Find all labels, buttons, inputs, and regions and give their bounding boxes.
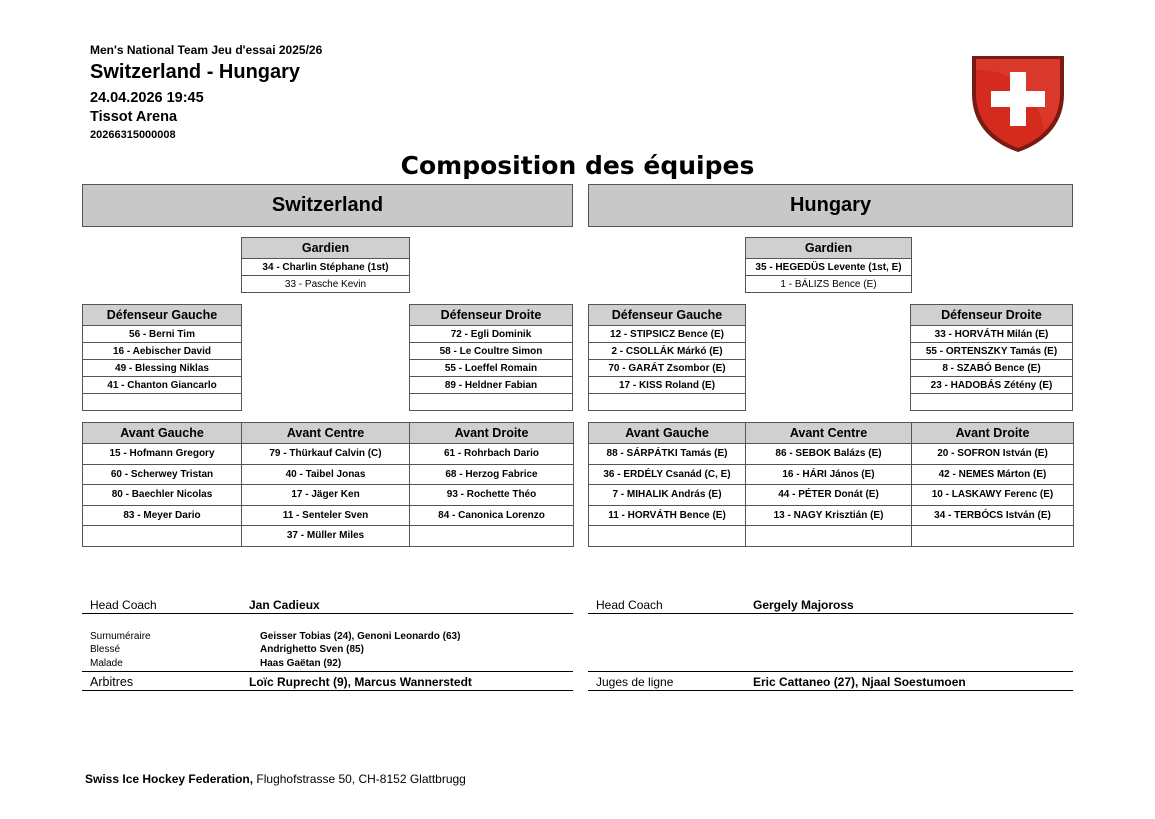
goalie-header: Gardien (746, 238, 912, 259)
player-cell: 56 - Berni Tim (83, 326, 242, 343)
fwd-right-header: Avant Droite (912, 423, 1074, 444)
footer-org: Swiss Ice Hockey Federation, (85, 772, 254, 786)
player-cell: 55 - Loeffel Romain (410, 360, 573, 377)
home-goalie-table (241, 237, 410, 293)
player-cell: 15 - Hofmann Gregory (83, 444, 242, 465)
player-cell: 93 - Rochette Théo (410, 485, 574, 506)
away-forwards-table (588, 422, 1074, 547)
player-cell: 88 - SÁRPÁTKI Tamás (E) (589, 444, 746, 465)
player-cell: 16 - HÁRI János (E) (746, 464, 912, 485)
away-goalie-table (745, 237, 912, 293)
player-cell: 41 - Chanton Giancarlo (83, 377, 242, 394)
swiss-crest-icon (968, 50, 1068, 154)
away-head-coach-label: Head Coach (596, 598, 663, 612)
player-cell (589, 526, 746, 547)
player-cell: 80 - Baechler Nicolas (83, 485, 242, 506)
def-right-header: Défenseur Droite (410, 305, 573, 326)
def-left-header: Défenseur Gauche (83, 305, 242, 326)
player-cell (83, 526, 242, 547)
fwd-left-header: Avant Gauche (83, 423, 242, 444)
player-cell: 34 - TERBÓCS István (E) (912, 505, 1074, 526)
away-def-left-table (588, 304, 746, 411)
player-cell: 86 - SEBOK Balázs (E) (746, 444, 912, 465)
player-cell: 68 - Herzog Fabrice (410, 464, 574, 485)
goalie-cell: 33 - Pasche Kevin (242, 276, 410, 293)
divider (82, 613, 573, 614)
injured-value: Andrighetto Sven (85) (260, 644, 364, 655)
away-head-coach-value: Gergely Majoross (753, 598, 854, 612)
home-def-right-table (409, 304, 573, 411)
player-cell (912, 526, 1074, 547)
player-cell: 2 - CSOLLÁK Márkó (E) (589, 343, 746, 360)
player-cell: 40 - Taibel Jonas (242, 464, 410, 485)
player-cell: 84 - Canonica Lorenzo (410, 505, 574, 526)
away-def-right-table (910, 304, 1073, 411)
def-right-header: Défenseur Droite (911, 305, 1073, 326)
home-def-left-table (82, 304, 242, 411)
fwd-left-header: Avant Gauche (589, 423, 746, 444)
player-cell: 79 - Thürkauf Calvin (C) (242, 444, 410, 465)
fwd-center-header: Avant Centre (746, 423, 912, 444)
player-cell: 23 - HADOBÁS Zétény (E) (911, 377, 1073, 394)
goalie-cell: 34 - Charlin Stéphane (1st) (242, 259, 410, 276)
divider (588, 671, 1073, 672)
player-cell (589, 394, 746, 411)
footer (85, 772, 466, 786)
player-cell: 36 - ERDÉLY Csanád (C, E) (589, 464, 746, 485)
player-cell: 61 - Rohrbach Dario (410, 444, 574, 465)
injured-label: Blessé (90, 644, 121, 655)
player-cell: 12 - STIPSICZ Bence (E) (589, 326, 746, 343)
home-head-coach-value: Jan Cadieux (249, 598, 320, 612)
home-forwards-table (82, 422, 574, 547)
extra-players-value: Geisser Tobias (24), Genoni Leonardo (63) (260, 631, 461, 642)
extra-players-label: Surnuméraire (90, 631, 151, 642)
linesmen-label: Juges de ligne (596, 675, 674, 689)
match-datetime: 24.04.2026 19:45 (90, 90, 204, 106)
player-cell (746, 526, 912, 547)
player-cell: 16 - Aebischer David (83, 343, 242, 360)
page-title: Composition des équipes (400, 151, 755, 180)
player-cell: 58 - Le Coultre Simon (410, 343, 573, 360)
fwd-right-header: Avant Droite (410, 423, 574, 444)
player-cell (410, 394, 573, 411)
player-cell: 44 - PÉTER Donát (E) (746, 485, 912, 506)
player-cell: 10 - LASKAWY Ferenc (E) (912, 485, 1074, 506)
footer-address: Flughofstrasse 50, CH-8152 Glattbrugg (253, 772, 466, 786)
goalie-cell: 1 - BÁLIZS Bence (E) (746, 276, 912, 293)
player-cell: 7 - MIHALIK András (E) (589, 485, 746, 506)
match-title: Switzerland - Hungary (90, 61, 301, 83)
divider (588, 690, 1073, 691)
player-cell: 49 - Blessing Niklas (83, 360, 242, 377)
divider (588, 613, 1073, 614)
referees-label: Arbitres (90, 675, 134, 689)
player-cell (83, 394, 242, 411)
fwd-center-header: Avant Centre (242, 423, 410, 444)
divider (82, 690, 573, 691)
home-head-coach-label: Head Coach (90, 598, 157, 612)
player-cell: 13 - NAGY Krisztián (E) (746, 505, 912, 526)
player-cell: 11 - Senteler Sven (242, 505, 410, 526)
player-cell: 20 - SOFRON István (E) (912, 444, 1074, 465)
player-cell (410, 526, 574, 547)
game-id: 20266315000008 (90, 129, 176, 141)
player-cell: 70 - GARÁT Zsombor (E) (589, 360, 746, 377)
player-cell: 17 - KISS Roland (E) (589, 377, 746, 394)
def-left-header: Défenseur Gauche (589, 305, 746, 326)
competition-name: Men's National Team Jeu d'essai 2025/26 (90, 43, 323, 57)
player-cell: 83 - Meyer Dario (83, 505, 242, 526)
player-cell: 37 - Müller Miles (242, 526, 410, 547)
goalie-header: Gardien (242, 238, 410, 259)
player-cell: 42 - NEMES Márton (E) (912, 464, 1074, 485)
player-cell: 60 - Scherwey Tristan (83, 464, 242, 485)
match-venue: Tissot Arena (90, 109, 178, 125)
goalie-cell: 35 - HEGEDÜS Levente (1st, E) (746, 259, 912, 276)
player-cell: 55 - ORTENSZKY Tamás (E) (911, 343, 1073, 360)
divider (82, 671, 573, 672)
player-cell: 17 - Jäger Ken (242, 485, 410, 506)
sick-value: Haas Gaëtan (92) (260, 658, 342, 669)
sick-label: Malade (90, 658, 123, 669)
player-cell: 33 - HORVÁTH Milán (E) (911, 326, 1073, 343)
player-cell: 11 - HORVÁTH Bence (E) (589, 505, 746, 526)
away-team-name: Hungary (588, 184, 1073, 227)
home-team-name: Switzerland (82, 184, 573, 227)
player-cell: 72 - Egli Dominik (410, 326, 573, 343)
player-cell: 8 - SZABÓ Bence (E) (911, 360, 1073, 377)
referees-value: Loïc Ruprecht (9), Marcus Wannerstedt (249, 675, 472, 689)
linesmen-value: Eric Cattaneo (27), Njaal Soestumoen (753, 675, 966, 689)
player-cell: 89 - Heldner Fabian (410, 377, 573, 394)
player-cell (911, 394, 1073, 411)
